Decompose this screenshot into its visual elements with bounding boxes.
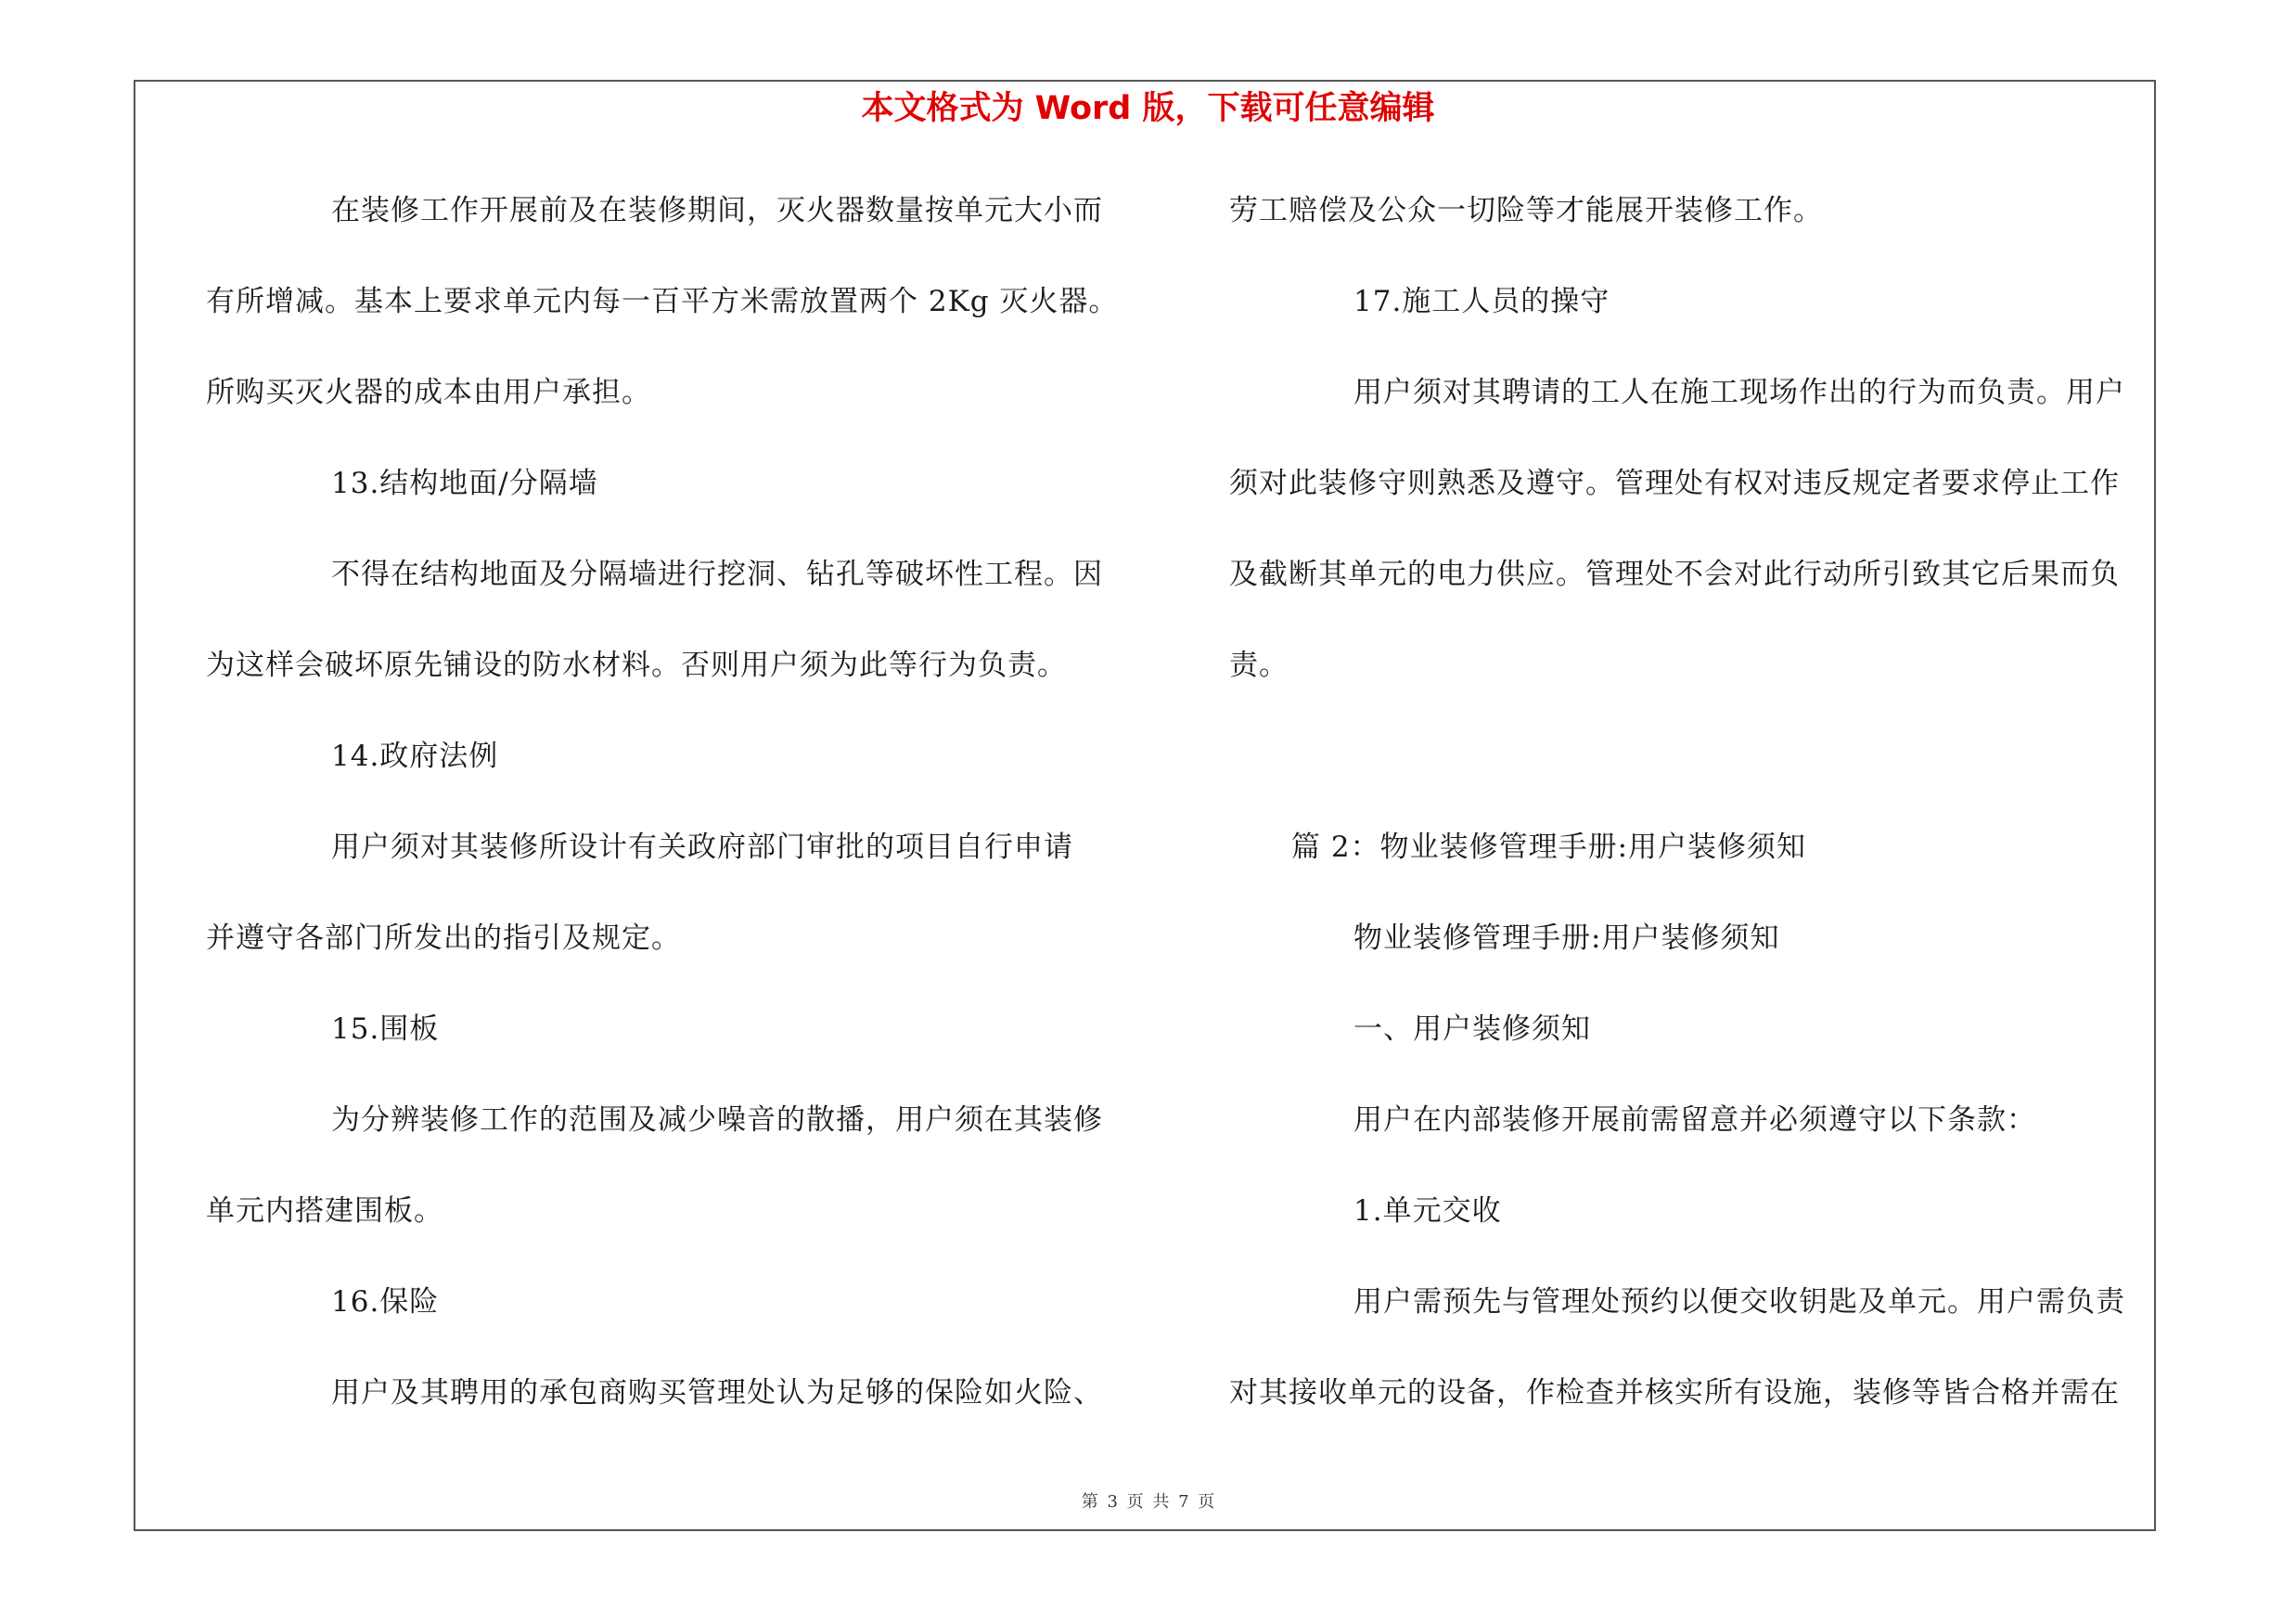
right-paragraph-line: 用户需预先与管理处预约以便交收钥匙及单元。用户需负责 xyxy=(1353,1285,2125,1319)
left-paragraph-line: 并遵守各部门所发出的指引及规定。 xyxy=(206,921,681,955)
manual-title: 物业装修管理手册:用户装修须知 xyxy=(1353,921,1780,955)
subsection-heading-unit-handover: 1.单元交收 xyxy=(1353,1194,1502,1228)
page-number-footer: 第 3 页 共 7 页 xyxy=(1081,1492,1215,1512)
left-paragraph-line: 所购买灭火器的成本由用户承担。 xyxy=(206,376,651,409)
section-heading-13: 13.结构地面/分隔墙 xyxy=(331,467,598,500)
left-paragraph-line: 为这样会破坏原先铺设的防水材料。否则用户须为此等行为负责。 xyxy=(206,649,1067,682)
right-paragraph-line: 用户在内部装修开展前需留意并必须遵守以下条款： xyxy=(1353,1103,2036,1137)
chapter-title: 篇 2：物业装修管理手册:用户装修须知 xyxy=(1291,831,1807,864)
section-heading-17: 17.施工人员的操守 xyxy=(1353,285,1610,318)
section-heading-15: 15.围板 xyxy=(331,1012,440,1046)
left-paragraph-line: 单元内搭建围板。 xyxy=(206,1194,443,1228)
right-paragraph-line: 劳工赔偿及公众一切险等才能展开装修工作。 xyxy=(1229,194,1823,227)
right-paragraph-line: 须对此装修守则熟悉及遵守。管理处有权对违反规定者要求停止工作 xyxy=(1229,467,2120,500)
right-paragraph-line: 用户须对其聘请的工人在施工现场作出的行为而负责。用户 xyxy=(1353,376,2125,409)
section-heading-1: 一、用户装修须知 xyxy=(1353,1012,1591,1046)
left-paragraph-line: 在装修工作开展前及在装修期间，灭火器数量按单元大小而 xyxy=(331,194,1103,227)
left-paragraph-line: 有所增减。基本上要求单元内每一百平方米需放置两个 2Kg 灭火器。 xyxy=(206,285,1119,318)
left-paragraph-line: 不得在结构地面及分隔墙进行挖洞、钻孔等破坏性工程。因 xyxy=(331,558,1103,591)
left-paragraph-line: 用户须对其装修所设计有关政府部门审批的项目自行申请 xyxy=(331,831,1073,864)
section-heading-16: 16.保险 xyxy=(331,1285,440,1319)
editable-notice-banner: 本文格式为 Word 版，下载可任意编辑 xyxy=(861,90,1435,127)
left-paragraph-line: 用户及其聘用的承包商购买管理处认为足够的保险如火险、 xyxy=(331,1376,1103,1410)
right-paragraph-line: 对其接收单元的设备，作检查并核实所有设施，装修等皆合格并需在 xyxy=(1229,1376,2120,1410)
section-heading-14: 14.政府法例 xyxy=(331,740,499,773)
right-paragraph-line: 及截断其单元的电力供应。管理处不会对此行动所引致其它后果而负 xyxy=(1229,558,2120,591)
left-paragraph-line: 为分辨装修工作的范围及减少噪音的散播，用户须在其装修 xyxy=(331,1103,1103,1137)
right-paragraph-line: 责。 xyxy=(1229,649,1289,682)
